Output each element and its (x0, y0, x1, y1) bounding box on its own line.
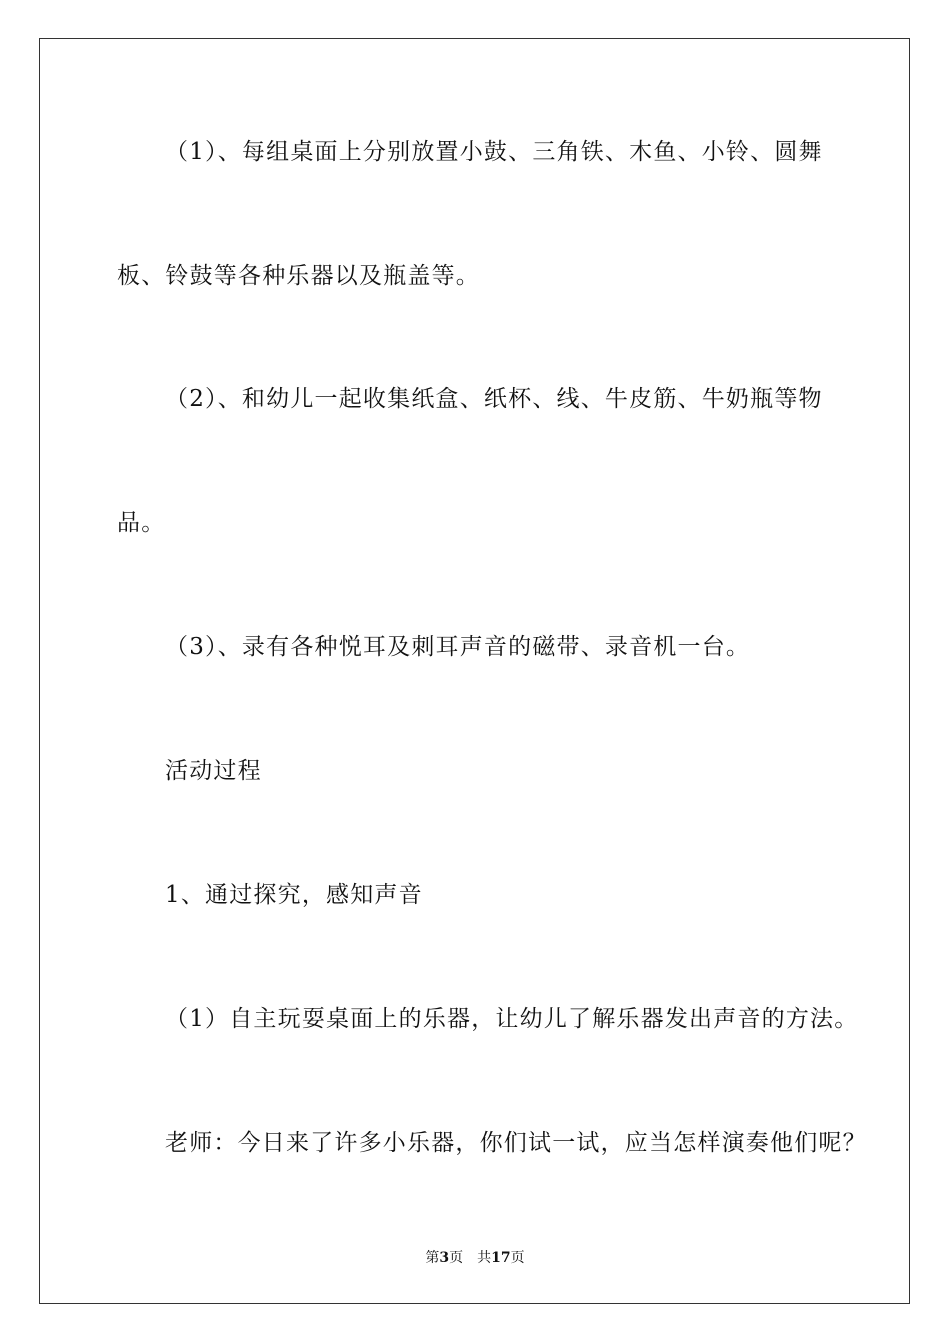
page-border (39, 38, 910, 1304)
paragraph-line-8: （1）自主玩耍桌面上的乐器，让幼儿了解乐器发出声音的方法。 (165, 1006, 859, 1032)
section-heading: 活动过程 (165, 758, 262, 784)
footer-total-suffix: 页 (510, 1250, 525, 1266)
paragraph-line-3: （2）、和幼儿一起收集纸盒、纸杯、线、牛皮筋、牛奶瓶等物 (165, 386, 823, 412)
paragraph-line-2: 板、铃鼓等各种乐器以及瓶盖等。 (117, 263, 480, 289)
paragraph-line-9: 老师：今日来了许多小乐器，你们试一试，应当怎样演奏他们呢？ (165, 1130, 867, 1156)
subsection-heading: 1、通过探究，感知声音 (165, 882, 423, 908)
footer-page-number: 3 (439, 1250, 450, 1266)
footer-page-suffix: 页 (449, 1250, 464, 1266)
footer-total-pages: 17 (491, 1250, 511, 1266)
page-footer (0, 1248, 950, 1268)
paragraph-line-5: （3）、录有各种悦耳及刺耳声音的磁带、录音机一台。 (165, 634, 751, 660)
footer-page-prefix: 第 (425, 1250, 440, 1266)
paragraph-line-4: 品。 (117, 510, 166, 536)
paragraph-line-1: （1）、每组桌面上分别放置小鼓、三角铁、木鱼、小铃、圆舞 (165, 139, 823, 165)
footer-total-prefix: 共 (477, 1250, 492, 1266)
